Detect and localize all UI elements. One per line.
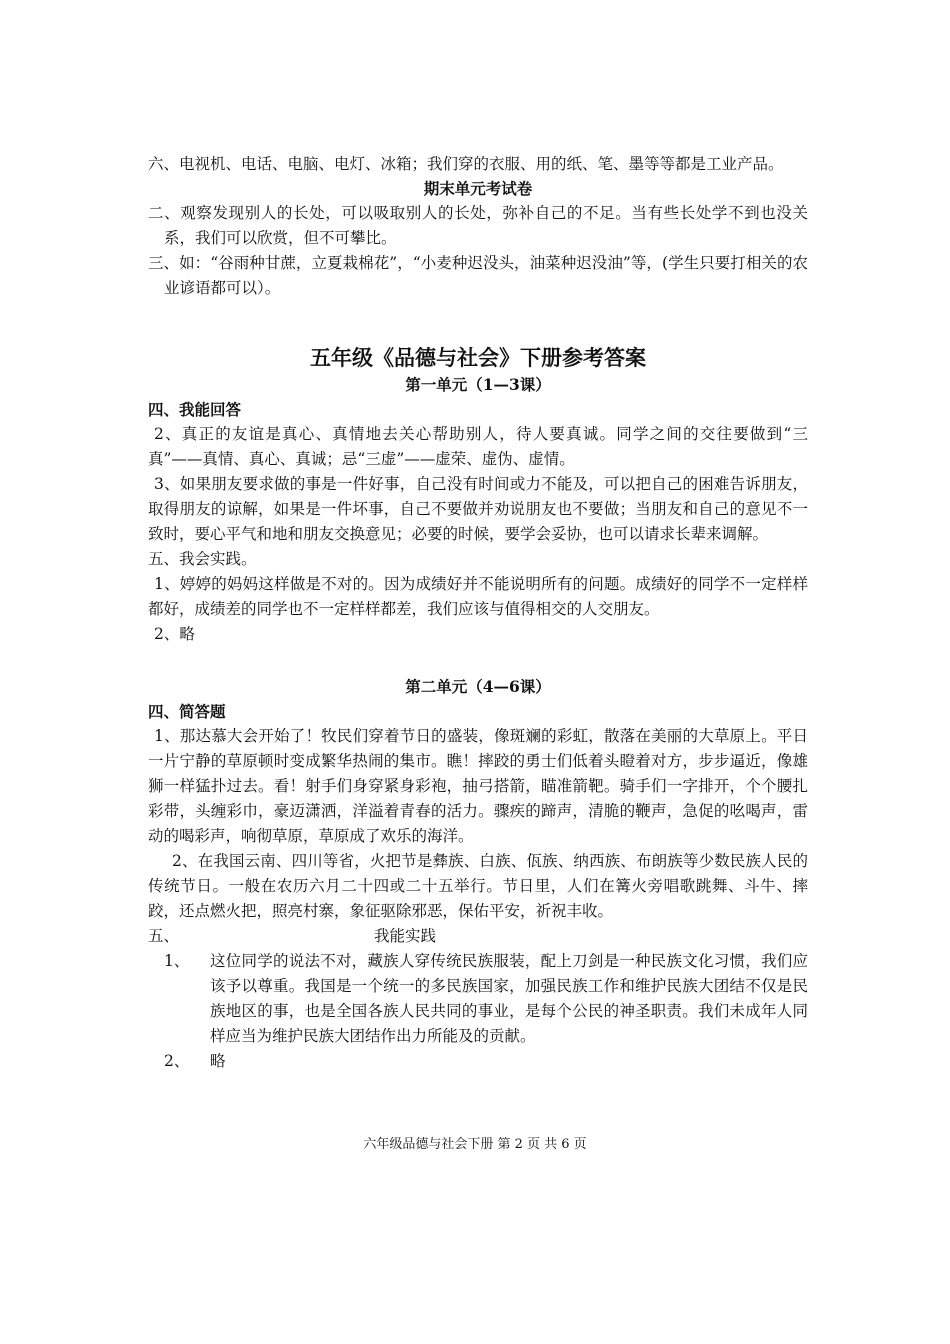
answer-three-proverbs: 三、如：“谷雨种甘蔗，立夏栽棉花”，“小麦种迟没头，油菜种迟没油”等，(学生只要打相关的农业谚语都可以）。 [148, 254, 808, 297]
unit2-answer-1: 1、那达慕大会开始了！牧民们穿着节日的盛装，像斑斓的彩虹，散落在美丽的大草原上。平日一片宁静的草原顿时变成繁华热闹的集市。瞧！摔跤的勇士们低着头瞪着对方，步步逼近，像雄狮一样猛扑过去。看！射手们身穿紧身彩袍，抽弓搭箭，瞄准箭靶。骑手们一字排开，个个腰扎彩带，头缠彩巾，豪迈潇洒，洋溢着青春的活力。骤疾的蹄声，清脆的鞭声，急促的吆喝声，雷动的喝彩声，响彻草原，草原成了欢乐的海洋。 [148, 727, 808, 845]
section5-number: 五、 [148, 927, 180, 945]
unit2-section4-heading: 四、简答题 [148, 702, 226, 721]
list-number: 1、 [164, 952, 190, 970]
section5-title: 我能实践 [374, 927, 437, 945]
list-text: 略 [210, 1052, 226, 1070]
unit1-section4-heading: 四、我能回答 [148, 400, 242, 419]
answer-six-industrial-products: 六、电视机、电话、电脑、电灯、冰箱；我们穿的衣服、用的纸、笔、墨等等都是工业产品。 [148, 155, 784, 173]
answer-two-strengths: 二、观察发现别人的长处，可以吸取别人的长处，弥补自己的不足。当有些长处学不到也没关系，我们可以欣赏，但不可攀比。 [148, 204, 808, 247]
unit1-heading: 第一单元（1—3课） [405, 375, 551, 394]
final-exam-heading: 期末单元考试卷 [423, 179, 533, 198]
list-number: 2、 [164, 1052, 190, 1070]
list-text: 这位同学的说法不对，藏族人穿传统民族服装，配上刀剑是一种民族文化习惯，我们应该予以尊重。我国是一个统一的多民族国家，加强民族工作和维护民族大团结不仅是民族地区的事，也是全国各族人民共同的事业，是每个公民的神圣职责。我们未成年人同样应当为维护民族大团结作出力所能及的贡献。 [210, 952, 808, 1045]
unit2-practice-item-2 [148, 1049, 808, 1074]
unit2-heading: 第二单元（4—6课） [405, 677, 551, 696]
unit2-practice-item-1 [148, 949, 808, 1049]
unit1-answer-3: 3、如果朋友要求做的事是一件好事，自己没有时间或力不能及，可以把自己的困难告诉朋友，取得朋友的谅解，如果是一件坏事，自己不要做并劝说朋友也不要做；当朋友和自己的意见不一致时，要心平气和地和朋友交换意见；必要的时候，要学会妥协，也可以请求长辈来调解。 [148, 475, 808, 543]
unit1-practice-2: 2、略 [154, 625, 195, 643]
unit1-practice-1: 1、婷婷的妈妈这样做是不对的。因为成绩好并不能说明所有的问题。成绩好的同学不一定样样都好，成绩差的同学也不一定样样都差，我们应该与值得相交的人交朋友。 [148, 575, 808, 618]
document-title: 五年级《品德与社会》下册参考答案 [310, 345, 646, 370]
unit2-section5-heading [148, 924, 808, 949]
document-page [148, 152, 808, 1074]
unit1-answer-2: 2、真正的友谊是真心、真情地去关心帮助别人，待人要真诚。同学之间的交往要做到“三真”——真情、真心、真诚；忌“三虚”——虚荣、虚伪、虚情。 [148, 425, 808, 468]
unit2-answer-2: 2、在我国云南、四川等省，火把节是彝族、白族、佤族、纳西族、布朗族等少数民族人民的传统节日。一般在农历六月二十四或二十五举行。节日里，人们在篝火旁唱歌跳舞、斗牛、摔跤，还点燃火把，照亮村寨，象征驱除邪恶，保佑平安，祈祝丰收。 [148, 852, 808, 920]
unit1-section5-heading: 五、我会实践。 [148, 550, 257, 568]
page-footer: 六年级品德与社会下册 第 2 页 共 6 页 [363, 1137, 587, 1152]
